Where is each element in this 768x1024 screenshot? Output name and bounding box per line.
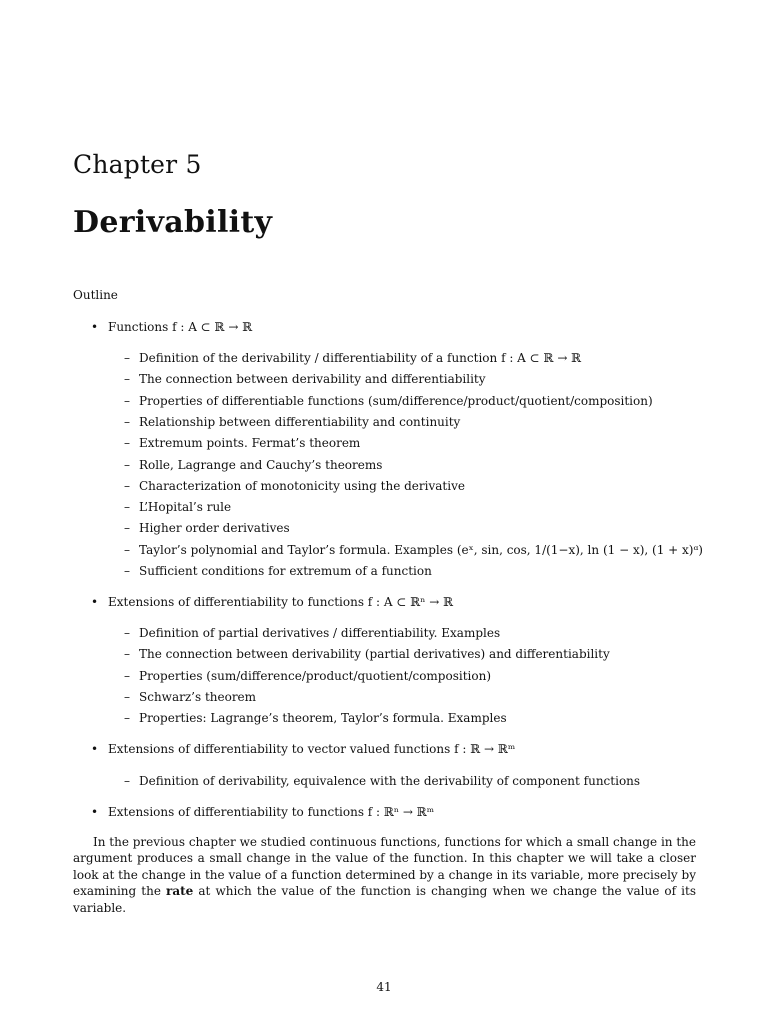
dash-marker: –	[124, 521, 130, 536]
paragraph-text-end: at which the value of the function is changing when we change the value of its variable.	[73, 884, 696, 915]
outline-section-2: Extensions of differentiability to functions f : A ⊂ ℝⁿ → ℝ	[108, 595, 454, 609]
dash-marker: –	[124, 564, 130, 578]
dash-marker: –	[124, 372, 130, 387]
outline-subitem: Sufficient conditions for extremum of a function	[139, 564, 432, 578]
outline-subitem: Higher order derivatives	[139, 521, 290, 536]
outline-subitem: Definition of derivability, equivalence with the derivability of component functions	[139, 774, 641, 788]
outline-subitem: Characterization of monotonicity using the derivative	[139, 478, 465, 493]
outline-subitem: Taylor’s polynomial and Taylor’s formula. Examples (eˣ, sin, cos, 1/(1−x), ln (1 − x), (1 + x)ᵅ)	[139, 542, 703, 557]
dash-marker: –	[124, 542, 130, 557]
outline-section-4: Extensions of differentiability to functions f : ℝⁿ → ℝᵐ	[108, 805, 435, 819]
dash-marker: –	[124, 457, 130, 472]
outline-subitem: Properties of differentiable functions (sum/difference/product/quotient/composition)	[139, 393, 653, 408]
dash-marker: –	[124, 500, 130, 515]
outline-subitem: Definition of the derivability / differentiability of a function f : A ⊂ ℝ → ℝ	[139, 351, 582, 365]
outline-subitem: Definition of partial derivatives / differentiability. Examples	[139, 626, 501, 640]
chapter-title: Derivability	[73, 205, 273, 240]
outline-subitem: Relationship between differentiability and continuity	[139, 414, 461, 429]
outline-subitem: Properties: Lagrange’s theorem, Taylor’s formula. Examples	[139, 711, 507, 726]
dash-marker: –	[124, 626, 130, 640]
dash-marker: –	[124, 711, 130, 726]
dash-marker: –	[124, 774, 130, 788]
dash-marker: –	[124, 478, 130, 493]
outline-subitem: L’Hopital’s rule	[139, 500, 232, 515]
outline-subitem: The connection between derivability and differentiability	[139, 372, 486, 387]
outline-section-3: Extensions of differentiability to vector valued functions f : ℝ → ℝᵐ	[108, 742, 516, 756]
dash-marker: –	[124, 414, 130, 429]
dash-marker: –	[124, 689, 130, 704]
dash-marker: –	[124, 647, 130, 662]
outline-subitem: Extremum points. Fermat’s theorem	[139, 436, 361, 451]
outline-subitem: The connection between derivability (partial derivatives) and differentiability	[139, 647, 610, 662]
intro-paragraph	[73, 834, 696, 916]
chapter-label: Chapter 5	[73, 150, 202, 179]
bullet-marker: •	[91, 742, 99, 756]
outline-section-1: Functions f : A ⊂ ℝ → ℝ	[108, 320, 253, 334]
dash-marker: –	[124, 393, 130, 408]
outline-subitem: Rolle, Lagrange and Cauchy’s theorems	[139, 457, 383, 472]
dash-marker: –	[124, 668, 130, 683]
dash-marker: –	[124, 436, 130, 451]
dash-marker: –	[124, 351, 130, 365]
outline-subitem: Schwarz’s theorem	[139, 689, 257, 704]
bullet-marker: •	[91, 805, 99, 819]
bullet-marker: •	[91, 320, 99, 334]
outline-subitem: Properties (sum/difference/product/quotient/composition)	[139, 668, 492, 683]
bullet-marker: •	[91, 595, 99, 609]
outline-label: Outline	[73, 288, 118, 302]
paragraph-bold-term: rate	[166, 884, 194, 899]
page-number: 41	[376, 980, 392, 994]
paragraph-text-start: In the previous chapter we studied continuous functions, functions for which a small change in the argument produces a small change in the value of the function. In this chapter we will take a closer look at the change in the value of a function determined by a change in its variable, more precisely by examining the	[73, 835, 696, 899]
